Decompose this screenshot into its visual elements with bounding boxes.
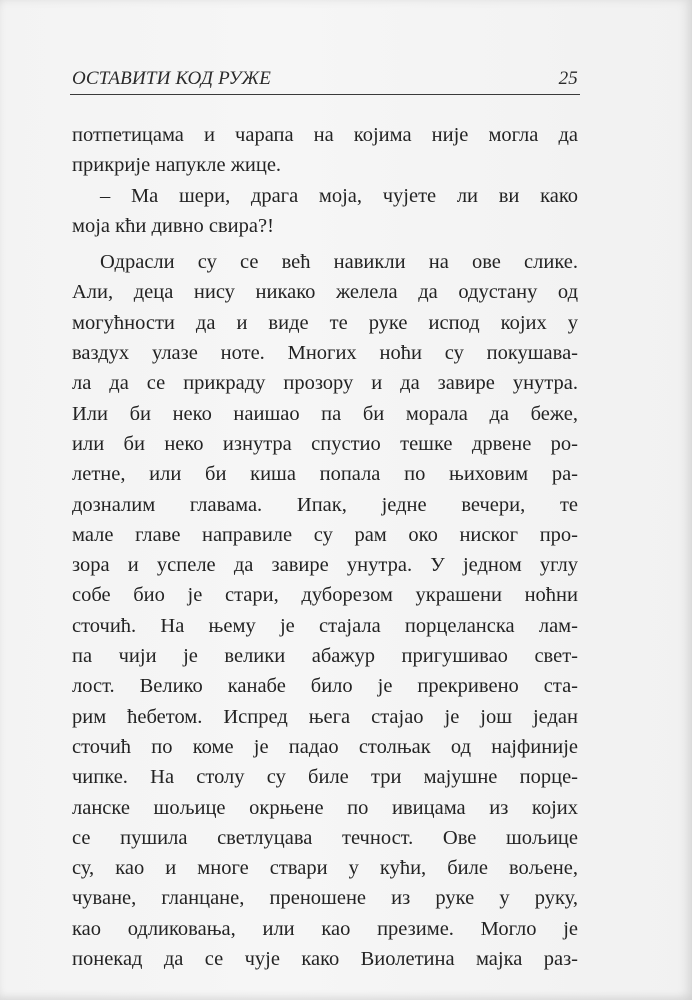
text-line: понекад да се чује како Виолетина мајка раз- — [72, 948, 578, 971]
text-line: лост. Велико канабе било је прекривено ста- — [72, 675, 578, 698]
text-line: ла да се прикраду прозору и да завире унутра. — [72, 372, 578, 395]
text-line: Али, деца нису никако желела да одустану од — [72, 281, 578, 304]
text-line: се пушила светлуцава течност. Ове шољице — [72, 826, 578, 849]
text-line: ланске шољице окрњене по ивицама из којих — [72, 796, 578, 819]
text-line: потпетицама и чарапа на којима није могла да — [72, 124, 578, 146]
text-line: летне, или би киша попала по њиховим ра- — [72, 463, 578, 486]
text-line: су, као и многе ствари у кући, биле вољене, — [72, 857, 578, 880]
text-line: чуване, гланцане, преношене из руке у руку, — [72, 887, 578, 910]
paragraph-1 — [72, 120, 578, 181]
text-line: дозналим главама. Ипак, једне вечери, те — [72, 493, 578, 516]
text-line: као одликовања, или као презиме. Могло је — [72, 917, 578, 940]
text-line: прикрије напукле жице. — [72, 154, 282, 177]
text-line: могућности да и виде те руке испод којих у — [72, 311, 578, 334]
text-line: ваздух улазе ноте. Многих ноћи су покушава- — [72, 342, 578, 365]
text-line: па чији је велики абажур пригушивао свет- — [72, 645, 578, 668]
text-line: – Ма шери, драга моја, чујете ли ви како — [100, 184, 578, 207]
text-line: сточић. На њему је стајала порцеланска лам- — [72, 614, 578, 637]
text-line: сточић по коме је падао столњак од најфиније — [72, 735, 578, 758]
text-line: Одрасли су се већ навикли на ове слике. — [100, 251, 578, 274]
text-line: моја кћи дивно свира?! — [72, 214, 274, 237]
text-line: рим ћебетом. Испред њега стајао је још један — [72, 705, 578, 728]
text-line: Или би неко наишао па би морала да беже, — [72, 402, 578, 425]
paragraph-2 — [72, 181, 578, 242]
header-rule — [70, 94, 580, 95]
text-line: собе био је стари, дуборезом украшени ноћни — [72, 584, 578, 607]
running-header — [72, 68, 578, 90]
text-line: чипке. На столу су биле три мајушне порце- — [72, 766, 578, 789]
running-title: ОСТАВИТИ КОД РУЖЕ — [72, 68, 272, 89]
page-number: 25 — [558, 68, 578, 89]
body-text — [72, 120, 578, 974]
text-line: мале главе направиле су рам око ниског про- — [72, 523, 578, 546]
paragraph-3 — [72, 247, 578, 974]
text-line: зора и успеле да завире унутра. У једном углу — [72, 554, 578, 577]
text-line: или би неко изнутра спустио тешке дрвене ро- — [72, 432, 578, 455]
